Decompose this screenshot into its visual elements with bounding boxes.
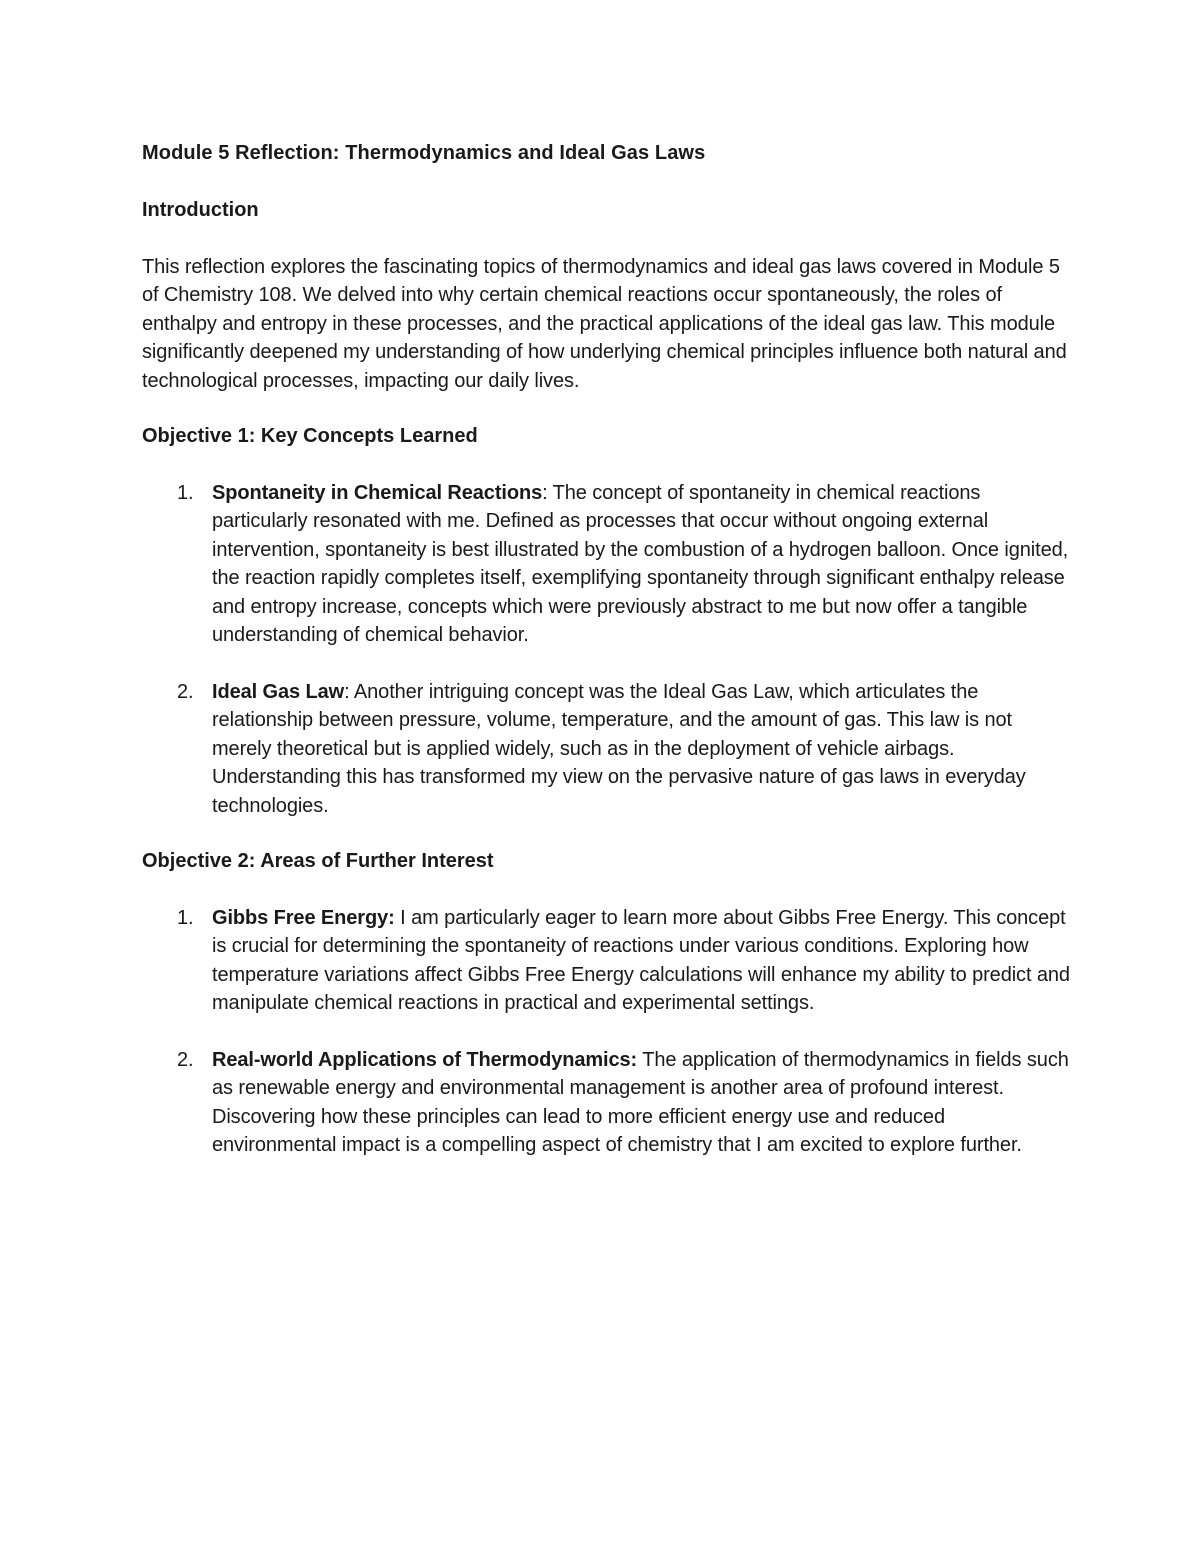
list-item-text: The application of thermodynamics in fields such as renewable energy and environmental management is another area of profound interest. Discovering how these principles can lead to more efficient energy use and reduced environmental impact is a compelling aspect of chemistry that I am excited to explore further.: [212, 1048, 1069, 1156]
list-item-term: Gibbs Free Energy:: [212, 906, 395, 929]
objective-1-list: [142, 479, 1072, 821]
introduction-heading: Introduction: [142, 199, 259, 221]
list-item-term: Ideal Gas Law: [212, 680, 345, 703]
objective-2-heading: Objective 2: Areas of Further Interest: [142, 850, 494, 872]
objective-2-list: [142, 904, 1072, 1160]
list-item-number: 2.: [177, 1048, 194, 1071]
list-item: [142, 1046, 1072, 1160]
list-item: [142, 904, 1072, 1018]
list-item-number: 2.: [177, 680, 194, 703]
list-item-text: : The concept of spontaneity in chemical reactions particularly resonated with me. Defined as processes that occur without ongoing external intervention, spontaneity is best illustrated by the combustion of a hydrogen balloon. Once ignited, the reaction rapidly completes itself, exemplifying spontaneity through significant enthalpy release and entropy increase, concepts which were previously abstract to me but now offer a tangible understanding of chemical behavior.: [212, 481, 1069, 646]
list-item-number: 1.: [177, 906, 194, 929]
document-title: Module 5 Reflection: Thermodynamics and Ideal Gas Laws: [142, 142, 706, 164]
document-body: [142, 139, 1072, 1160]
list-item: [142, 479, 1072, 650]
introduction-paragraph: This reflection explores the fascinating topics of thermodynamics and ideal gas laws covered in Module 5 of Chemistry 108. We delved into why certain chemical reactions occur spontaneously, the roles of enthalpy and entropy in these processes, and the practical applications of the ideal gas law. This module significantly deepened my understanding of how underlying chemical principles influence both natural and technological processes, impacting our daily lives.: [142, 255, 1067, 392]
list-item-text: I am particularly eager to learn more about Gibbs Free Energy. This concept is crucial for determining the spontaneity of reactions under various conditions. Exploring how temperature variations affect Gibbs Free Energy calculations will enhance my ability to predict and manipulate chemical reactions in practical and experimental settings.: [212, 906, 1070, 1014]
list-item-text: : Another intriguing concept was the Ideal Gas Law, which articulates the relationship between pressure, volume, temperature, and the amount of gas. This law is not merely theoretical but is applied widely, such as in the deployment of vehicle airbags. Understanding this has transformed my view on the pervasive nature of gas laws in everyday technologies.: [212, 680, 1026, 817]
list-item: [142, 678, 1072, 821]
list-item-term: Spontaneity in Chemical Reactions: [212, 481, 543, 504]
list-item-number: 1.: [177, 481, 194, 504]
objective-1-heading: Objective 1: Key Concepts Learned: [142, 425, 478, 447]
list-item-term: Real-world Applications of Thermodynamics:: [212, 1048, 638, 1071]
